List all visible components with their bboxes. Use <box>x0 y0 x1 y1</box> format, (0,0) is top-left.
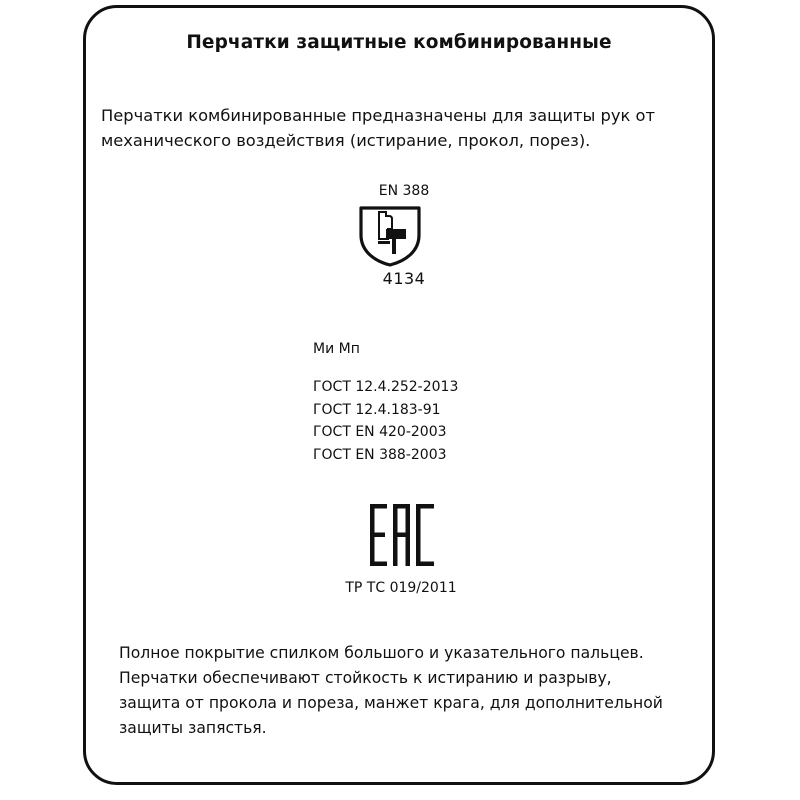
eac-certification <box>86 502 712 596</box>
eac-logo <box>368 502 436 568</box>
standard-item: ГОСТ 12.4.183-91 <box>313 401 441 418</box>
standards-list <box>313 376 458 466</box>
glove-base <box>378 241 390 244</box>
protection-marking: Ми Мп <box>313 341 360 357</box>
description-line: защита от прокола и пореза, манжет крага, для дополнительной <box>119 694 663 712</box>
description-line: Перчатки обеспечивают стойкость к истиранию и разрыву, <box>119 669 612 687</box>
standard-item: ГОСТ 12.4.252-2013 <box>313 379 459 395</box>
product-info-card <box>83 5 715 785</box>
description-paragraph <box>119 641 714 741</box>
description-line: защиты запястья. <box>119 719 267 737</box>
technical-regulation-label: ТР ТС 019/2011 <box>345 580 457 596</box>
standard-item: ГОСТ EN 388-2003 <box>313 446 447 463</box>
en388-performance-code: 4134 <box>382 269 426 288</box>
en388-pictogram <box>354 183 484 288</box>
intro-paragraph <box>101 103 701 153</box>
intro-line: механического воздействия (истирание, прокол, порез). <box>101 131 591 150</box>
hammer-handle <box>392 239 396 254</box>
page-title: Перчатки защитные комбинированные <box>186 32 612 53</box>
standard-item: ГОСТ EN 420-2003 <box>313 424 447 440</box>
description-line: Полное покрытие спилком большого и указательного пальцев. <box>119 644 644 662</box>
en388-label: EN 388 <box>378 183 430 199</box>
hammer-head <box>386 229 406 239</box>
intro-line: Перчатки комбинированные предназначены для защиты рук от <box>101 106 655 125</box>
hand-hammer-shield-icon <box>354 205 426 267</box>
